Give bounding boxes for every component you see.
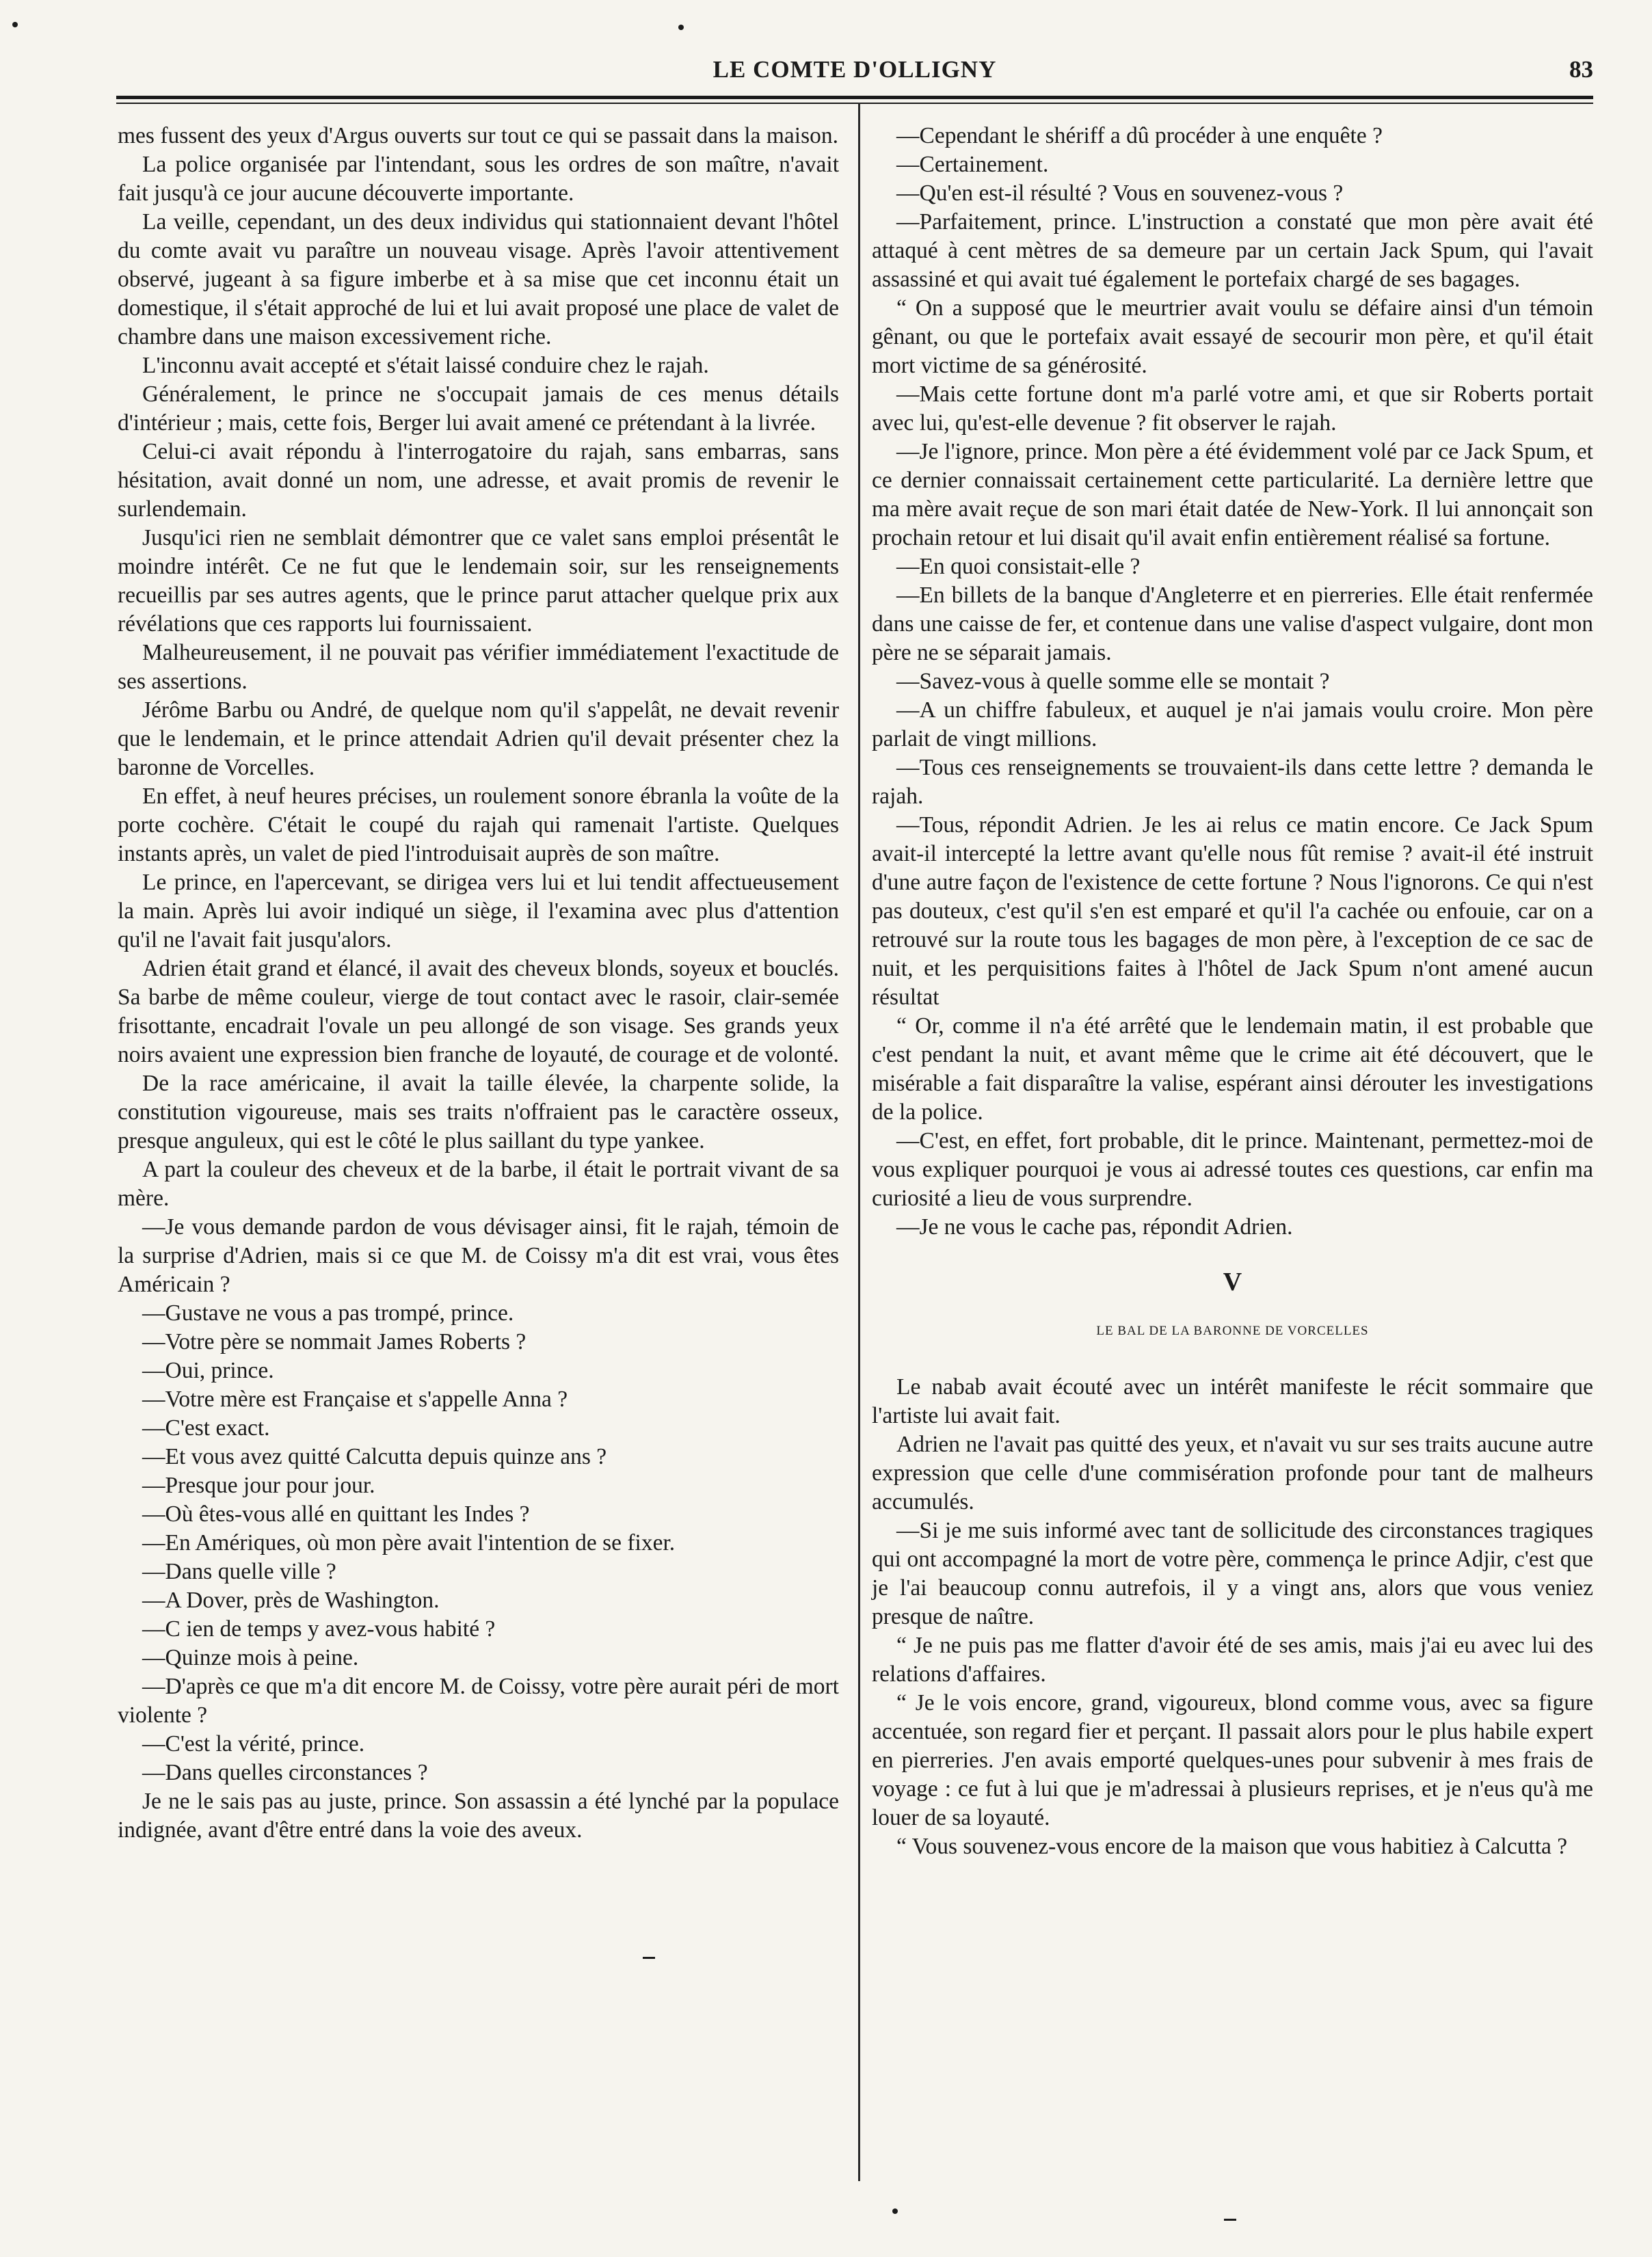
paragraph: Jusqu'ici rien ne semblait démontrer que ce valet sans emploi présentât le moindre intérêt. Ce ne fut que le lendemain soir, sur les renseignements recueillis par ses autres agents, que le prince parut attacher quelque prix aux révélations que ces rapports lui fournissaient. — [118, 525, 839, 637]
paragraph: Jérôme Barbu ou André, de quelque nom qu'il s'appelât, ne devait revenir que le lendemain, et le prince attendait Adrien qu'il devait présenter chez la baronne de Vorcelles. — [118, 697, 839, 780]
paragraph: —Et vous avez quitté Calcutta depuis quinze ans ? — [142, 1444, 607, 1469]
paragraph: —Dans quelles circonstances ? — [142, 1760, 428, 1785]
paragraph: L'inconnu avait accepté et s'était laissé conduire chez le rajah. — [142, 353, 709, 378]
paragraph: —En billets de la banque d'Angleterre et en pierreries. Elle était renfermée dans une caisse de fer, et contenue dans une valise d'aspect vulgaire, dont mon père ne se séparait jamais. — [872, 583, 1593, 665]
paragraph: —Presque jour pour jour. — [142, 1473, 375, 1498]
chapter-number: V — [1223, 1268, 1242, 1296]
paragraph: “ Vous souvenez-vous encore de la maison que vous habitiez à Calcutta ? — [896, 1834, 1568, 1859]
paragraph: Malheureusement, il ne pouvait pas vérifier immédiatement l'exactitude de ses assertions. — [118, 640, 839, 694]
paragraph: La police organisée par l'intendant, sous les ordres de son maître, n'avait fait jusqu'à ce jour aucune découverte importante. — [118, 152, 839, 206]
paragraph: —En quoi consistait-elle ? — [896, 554, 1141, 579]
paragraph: “ On a supposé que le meurtrier avait voulu se défaire ainsi d'un témoin gênant, ou que le portefaix avait essayé de secourir mon père, et qu'il était mort victime de sa générosité. — [872, 295, 1593, 378]
header-rule-thin — [116, 103, 1593, 104]
paragraph: —Dans quelle ville ? — [142, 1559, 336, 1584]
paragraph: En effet, à neuf heures précises, un roulement sonore ébranla la voûte de la porte cochère. C'était le coupé du rajah qui ramenait l'artiste. Quelques instants après, un valet de pied l'introduisait auprès de son maître. — [118, 784, 839, 866]
paragraph: —Je l'ignore, prince. Mon père a été évidemment volé par ce Jack Spum, et ce dernier connaissait certainement cette particularité. La dernière lettre que ma mère avait reçue de son mari était datée de New-York. Il lui annonçait son prochain retour et lui disait qu'il avait enfin entièrement réalisé sa fortune. — [872, 439, 1593, 550]
print-speck — [643, 1957, 655, 1959]
paragraph: La veille, cependant, un des deux individus qui stationnaient devant l'hôtel du comte avait vu paraître un nouveau visage. Après l'avoir attentivement observé, jugeant à sa figure imberbe et à sa mise que cet inconnu était un domestique, il s'était approché de lui et lui avait proposé une place de valet de chambre dans une maison excessivement riche. — [118, 209, 839, 349]
paragraph: —Cependant le shériff a dû procéder à une enquête ? — [896, 123, 1383, 148]
page-header — [116, 56, 1593, 97]
paragraph: —Mais cette fortune dont m'a parlé votre ami, et que sir Roberts portait avec lui, qu'est-elle devenue ? fit observer le rajah. — [872, 382, 1593, 436]
header-rule — [116, 96, 1593, 99]
paragraph: —Certainement. — [896, 152, 1049, 177]
paragraph: —Je vous demande pardon de vous dévisager ainsi, fit le rajah, témoin de la surprise d'Adrien, mais si ce que M. de Coissy m'a dit est vrai, vous êtes Américain ? — [118, 1214, 839, 1297]
paragraph: Le prince, en l'apercevant, se dirigea vers lui et lui tendit affectueusement la main. Après lui avoir indiqué un siège, il l'examina avec plus d'attention qu'il ne l'avait fait jusqu'alors. — [118, 870, 839, 952]
paragraph: —Qu'en est-il résulté ? Vous en souvenez-vous ? — [896, 181, 1344, 206]
right-column — [872, 122, 1593, 1861]
paragraph: —C'est, en effet, fort probable, dit le prince. Maintenant, permettez-moi de vous expliquer pourquoi je vous ai adressé toutes ces questions, car enfin ma curiosité a lieu de vous surprendre. — [872, 1128, 1593, 1211]
paragraph: mes fussent des yeux d'Argus ouverts sur tout ce qui se passait dans la maison. — [118, 123, 838, 148]
paragraph: —Savez-vous à quelle somme elle se montait ? — [896, 669, 1330, 694]
paragraph: —Je ne vous le cache pas, répondit Adrien. — [896, 1214, 1293, 1240]
paragraph: —C'est exact. — [142, 1415, 270, 1441]
paragraph: “ Or, comme il n'a été arrêté que le lendemain matin, il est probable que c'est pendant la nuit, et avant même que le crime ait été découvert, que le misérable a fait disparaître la valise, espérant ainsi dérouter les investigations de la police. — [872, 1013, 1593, 1125]
paragraph: —Quinze mois à peine. — [142, 1645, 359, 1670]
paragraph: Adrien ne l'avait pas quitté des yeux, et n'avait vu sur ses traits aucune autre expression que celle d'une commisération profonde pour tant de malheurs accumulés. — [872, 1432, 1593, 1514]
paragraph: A part la couleur des cheveux et de la barbe, il était le portrait vivant de sa mère. — [118, 1157, 839, 1211]
paragraph: Le nabab avait écouté avec un intérêt manifeste le récit sommaire que l'artiste lui avait fait. — [872, 1374, 1593, 1428]
print-speck — [1224, 2219, 1236, 2221]
paragraph: —D'après ce que m'a dit encore M. de Coissy, votre père aurait péri de mort violente ? — [118, 1674, 839, 1728]
paragraph: —C ien de temps y avez-vous habité ? — [142, 1616, 496, 1642]
paragraph: —Tous ces renseignements se trouvaient-ils dans cette lettre ? demanda le rajah. — [872, 755, 1593, 809]
paragraph: “ Je le vois encore, grand, vigoureux, blond comme vous, avec sa figure accentuée, son regard fier et perçant. Il passait alors pour le plus habile expert en pierreries. J'en avais emporté quelques-unes pour subvenir à mes frais de voyage : ce fut à lui que je m'adressai à plusieurs reprises, et je n'eus qu'à me louer de sa loyauté. — [872, 1690, 1593, 1830]
chapter-title: LE BAL DE LA BARONNE DE VORCELLES — [1096, 1324, 1369, 1338]
paragraph: —Oui, prince. — [142, 1358, 274, 1383]
paragraph: De la race américaine, il avait la taille élevée, la charpente solide, la constitution vigoureuse, mais ses traits n'offraient pas le caractère osseux, presque anguleux, qui est le côté le plus saillant du type yankee. — [118, 1071, 839, 1153]
paragraph: —Si je me suis informé avec tant de sollicitude des circonstances tragiques qui ont accompagné la mort de votre père, commença le prince Adjir, c'est que je l'ai beaucoup connu autrefois, il y a vingt ans, alors que vous veniez presque de naître. — [872, 1518, 1593, 1629]
left-column — [118, 122, 839, 1845]
paragraph: —Tous, répondit Adrien. Je les ai relus ce matin encore. Ce Jack Spum avait-il intercepté la lettre avant qu'elle nous fût remise ? avait-il été instruit d'une autre façon de l'existence de cette fortune ? Nous l'ignorons. Ce qui n'est pas douteux, c'est qu'il s'en est emparé et qu'il l'a cachée ou enfouie, car on a retrouvé sur la route tous les bagages de mon père, à l'exception de ce sac de nuit, et les perquisitions faites à l'hôtel de Jack Spum n'ont amené aucun résultat — [872, 812, 1593, 1010]
paragraph: —Votre père se nommait James Roberts ? — [142, 1329, 527, 1354]
paragraph: —A un chiffre fabuleux, et auquel je n'ai jamais voulu croire. Mon père parlait de vingt millions. — [872, 697, 1593, 751]
paragraph: Je ne le sais pas au juste, prince. Son assassin a été lynché par la populace indignée, avant d'être entré dans la voie des aveux. — [118, 1789, 839, 1843]
page-number: 83 — [1569, 56, 1593, 83]
column-divider — [858, 103, 860, 2181]
paragraph: Celui-ci avait répondu à l'interrogatoire du rajah, sans embarras, sans hésitation, avait donné un nom, une adresse, et avait promis de revenir le surlendemain. — [118, 439, 839, 522]
paragraph: —A Dover, près de Washington. — [142, 1588, 440, 1613]
paragraph: “ Je ne puis pas me flatter d'avoir été de ses amis, mais j'ai eu avec lui des relations d'affaires. — [872, 1633, 1593, 1687]
paragraph: —Gustave ne vous a pas trompé, prince. — [142, 1300, 514, 1326]
paragraph: Généralement, le prince ne s'occupait jamais de ces menus détails d'intérieur ; mais, cette fois, Berger lui avait amené ce prétendant à la livrée. — [118, 382, 839, 436]
running-title: LE COMTE D'OLLIGNY — [712, 56, 997, 83]
print-speck — [678, 25, 684, 30]
paragraph: —Parfaitement, prince. L'instruction a constaté que mon père avait été attaqué à cent mètres de sa demeure par un certain Jack Spum, qui l'avait assassiné et qui avait tué également le portefaix chargé de ses bagages. — [872, 209, 1593, 292]
paragraph: Adrien était grand et élancé, il avait des cheveux blonds, soyeux et bouclés. Sa barbe de même couleur, vierge de tout contact avec le rasoir, clair-semée frisottante, encadrait l'ovale un peu allongé de son visage. Ses grands yeux noirs avaient une expression bien franche de loyauté, de courage et de volonté. — [118, 956, 839, 1067]
paragraph: —En Amériques, où mon père avait l'intention de se fixer. — [142, 1530, 676, 1555]
paragraph: —Votre mère est Française et s'appelle Anna ? — [142, 1387, 568, 1412]
paragraph: —Où êtes-vous allé en quittant les Indes ? — [142, 1501, 530, 1527]
print-speck — [892, 2208, 898, 2214]
paragraph: —C'est la vérité, prince. — [142, 1731, 365, 1757]
print-speck — [12, 22, 18, 27]
